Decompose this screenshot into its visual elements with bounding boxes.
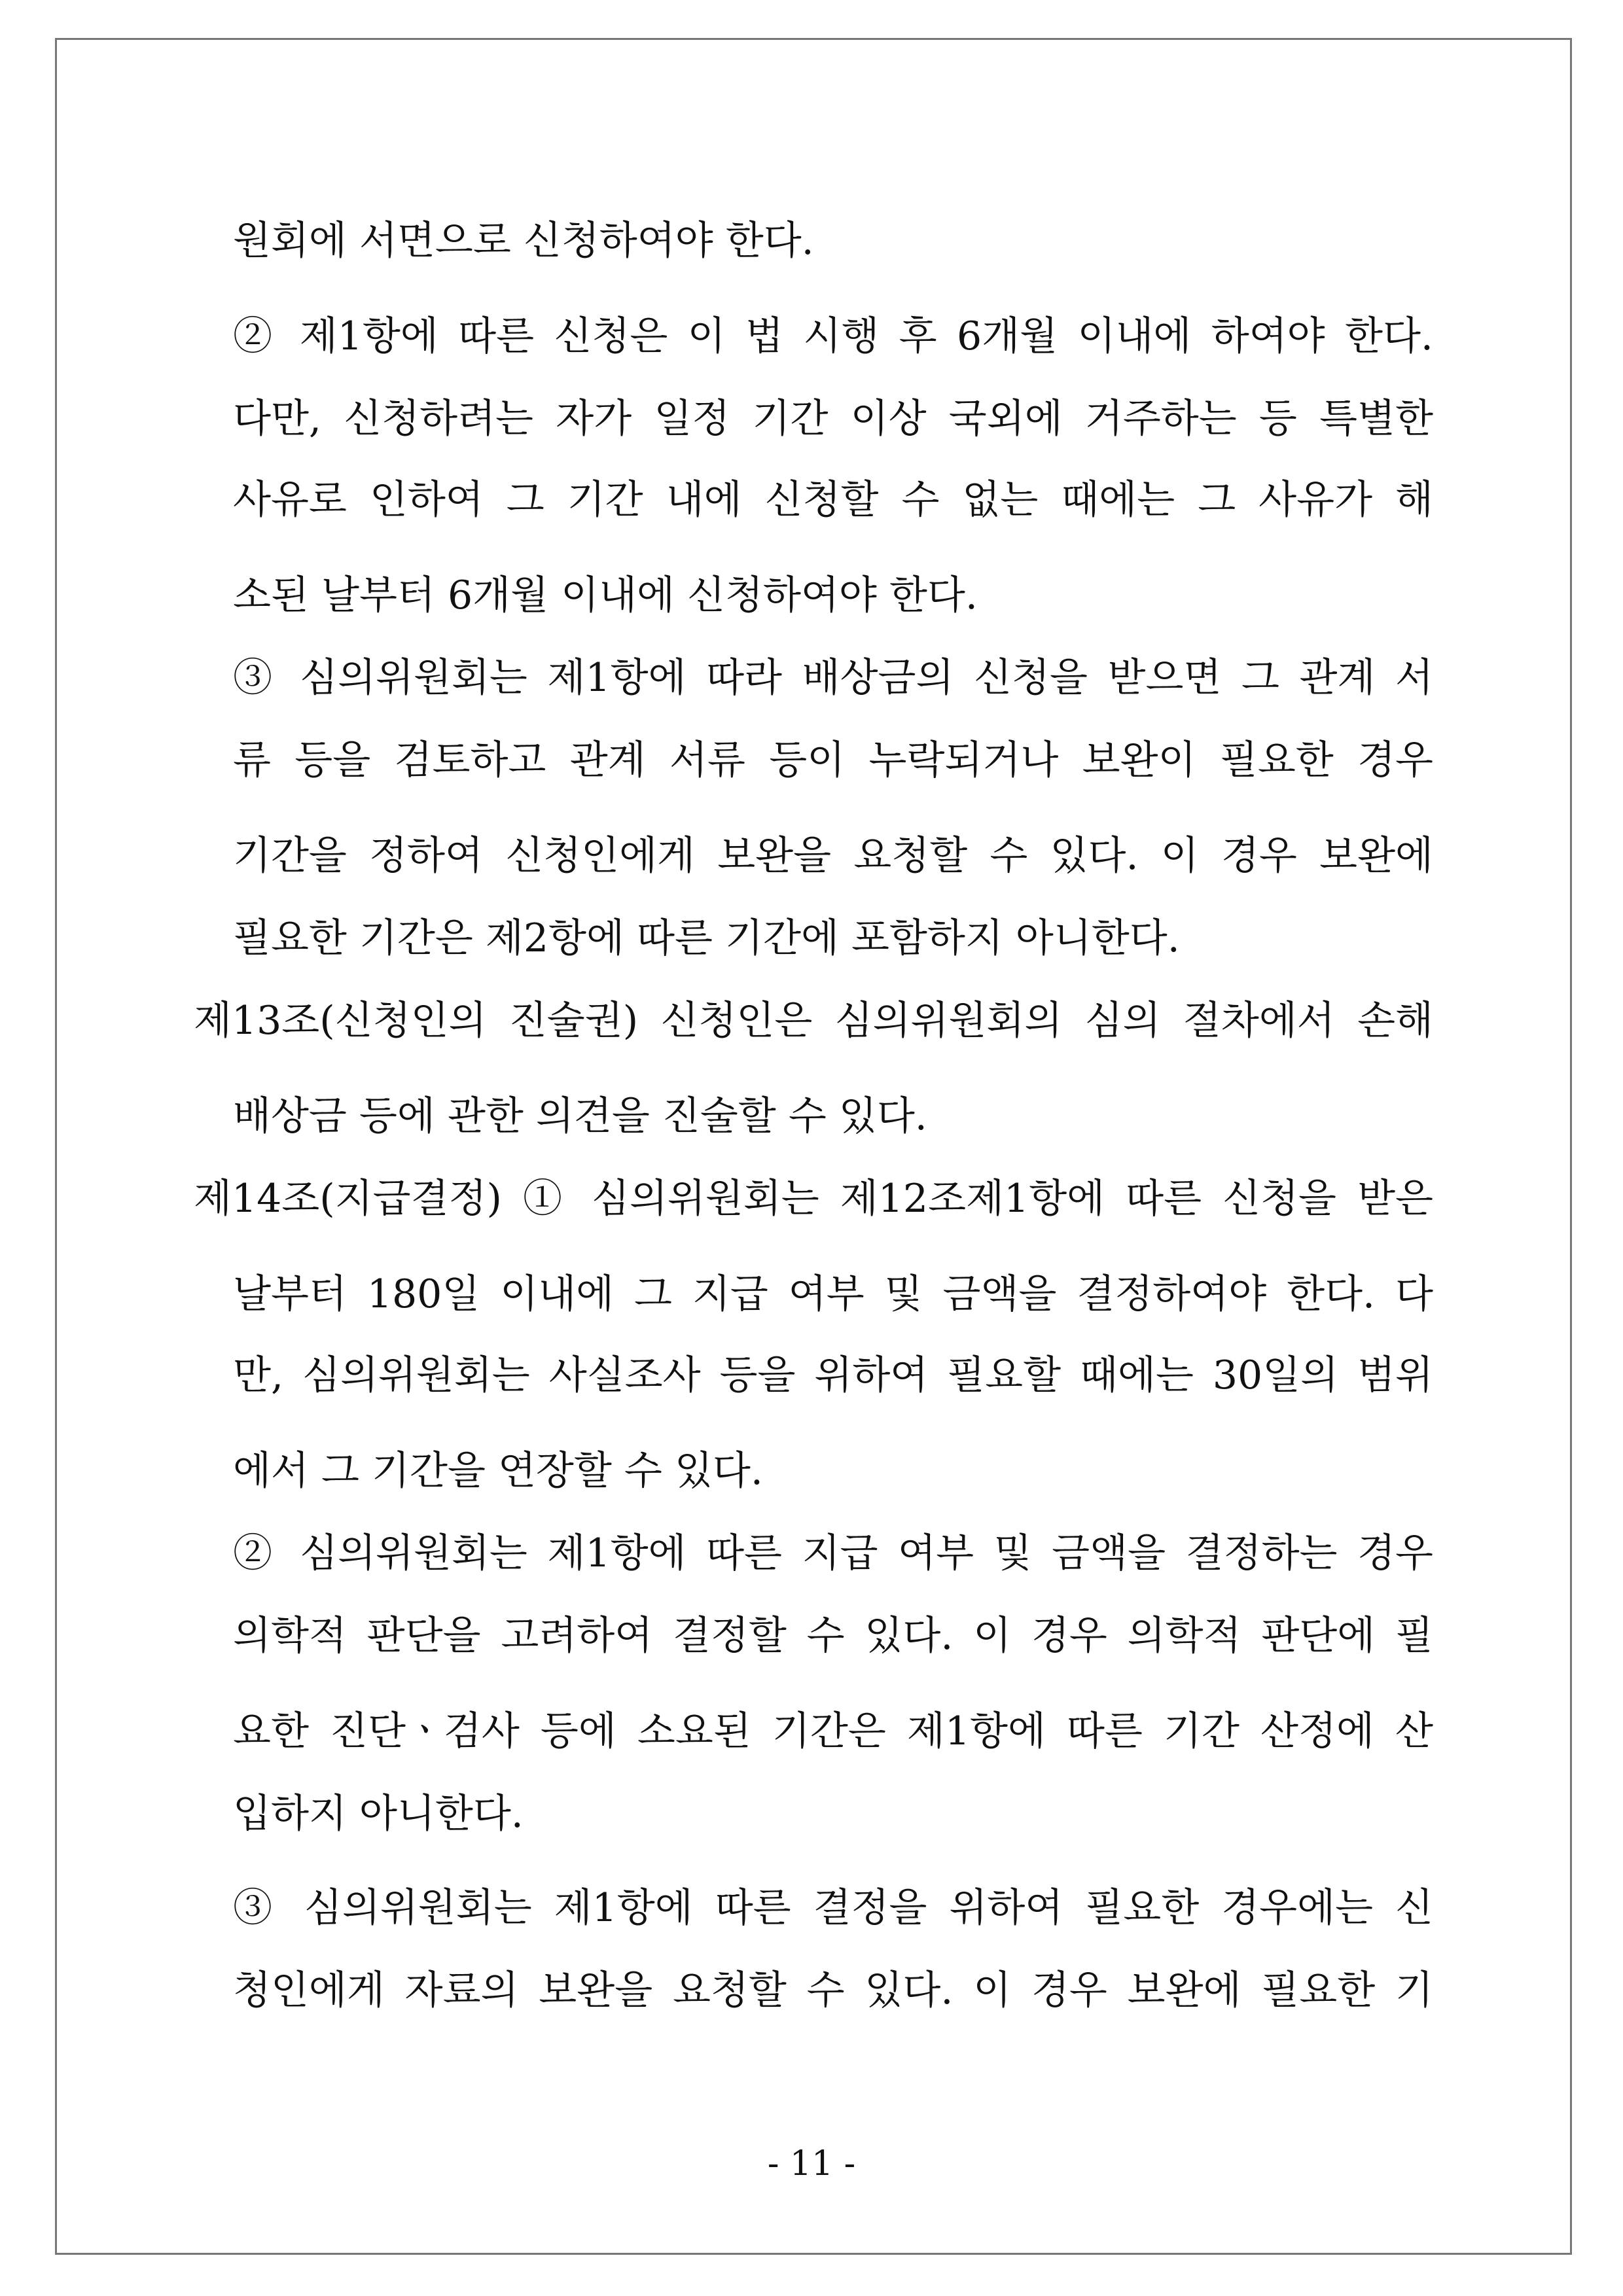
page-number: - 11 - (767, 2144, 856, 2183)
text-line: 원회에 서면으로 신청하여야 한다. (233, 218, 814, 264)
text-line: 청인에게 자료의 보완을 요청할 수 있다. 이 경우 보완에 필요한 기 (233, 1968, 1433, 2013)
article-heading-line: 제14조(지급결정) ① 심의위원회는 제12조제1항에 따른 신청을 받은 (194, 1176, 1433, 1222)
text-line: 의학적 판단을 고려하여 결정할 수 있다. 이 경우 의학적 판단에 필 (233, 1613, 1433, 1659)
article-heading-line: 제13조(신청인의 진술권) 신청인은 심의위원회의 심의 절차에서 손해 (194, 998, 1433, 1044)
text-line: 날부터 180일 이내에 그 지급 여부 및 금액을 결정하여야 한다. 다 (233, 1271, 1433, 1317)
text-line: 입하지 아니한다. (233, 1791, 524, 1837)
text-line: 필요한 기간은 제2항에 따른 기간에 포함하지 아니한다. (233, 915, 1180, 961)
text-line: 만, 심의위원회는 사실조사 등을 위하여 필요할 때에는 30일의 범위 (233, 1352, 1433, 1398)
text-line: ② 제1항에 따른 신청은 이 법 시행 후 6개월 이내에 하여야 한다. (233, 313, 1433, 359)
text-line: 류 등을 검토하고 관계 서류 등이 누락되거나 보완이 필요한 경우 (233, 737, 1433, 783)
text-line: 요한 진단ㆍ검사 등에 소요된 기간은 제1항에 따른 기간 산정에 산 (233, 1708, 1433, 1754)
text-line: 배상금 등에 관한 의견을 진술할 수 있다. (233, 1093, 927, 1139)
text-line: ③ 심의위원회는 제1항에 따라 배상금의 신청을 받으면 그 관계 서 (233, 655, 1433, 701)
text-line: 에서 그 기간을 연장할 수 있다. (233, 1448, 763, 1494)
text-line: ③ 심의위원회는 제1항에 따른 결정을 위하여 필요한 경우에는 신 (233, 1885, 1433, 1931)
text-line: ② 심의위원회는 제1항에 따른 지급 여부 및 금액을 결정하는 경우 (233, 1530, 1433, 1576)
text-line: 소된 날부터 6개월 이내에 신청하여야 한다. (233, 573, 978, 618)
text-line: 기간을 정하여 신청인에게 보완을 요청할 수 있다. 이 경우 보완에 (233, 833, 1433, 879)
text-line: 다만, 신청하려는 자가 일정 기간 이상 국외에 거주하는 등 특별한 (233, 396, 1433, 442)
text-line: 사유로 인하여 그 기간 내에 신청할 수 없는 때에는 그 사유가 해 (233, 477, 1433, 523)
